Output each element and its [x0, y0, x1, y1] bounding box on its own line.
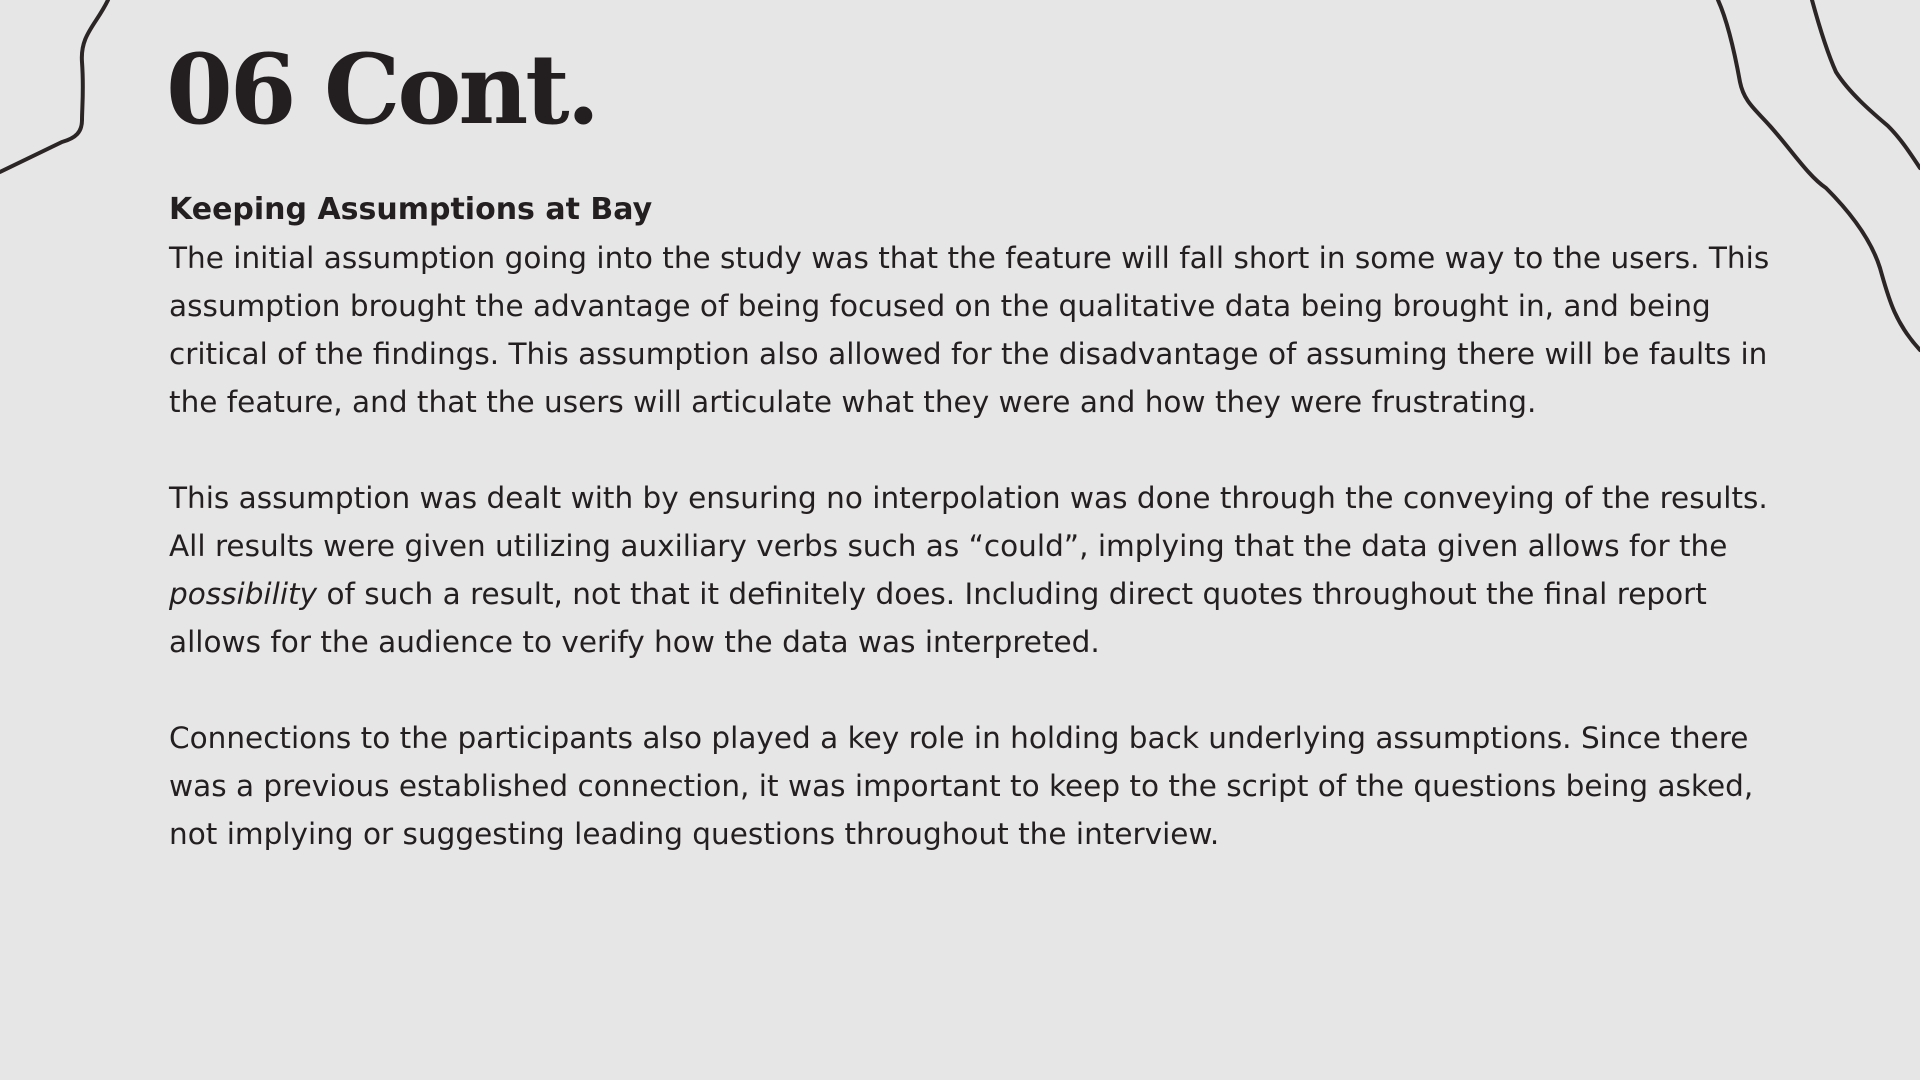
- slide-title: 06 Cont.: [166, 33, 598, 146]
- paragraph-participant-connections: Connections to the participants also played a key role in holding back underlying assumptions. Since there was a previous established connection, it was important to keep to the script of the questions being asked, not implying or suggesting leading questions throughout the interview.: [169, 721, 1754, 851]
- top-left-curve: [0, 0, 108, 172]
- paragraph-dealing-with-assumption: [169, 474, 1789, 666]
- emphasized-word: possibility: [169, 577, 318, 611]
- section-heading: Keeping Assumptions at Bay: [169, 192, 653, 227]
- top-right-curve-outer: [1812, 0, 1920, 168]
- paragraph-initial-assumption: The initial assumption going into the study was that the feature will fall short in some way to the users. This assumption brought the advantage of being focused on the qualitative data being brought in, and being critical of the findings. This assumption also allowed for the disadvantage of assuming there will be faults in the feature, and that the users will articulate what they were and how they were frustrating.: [169, 241, 1770, 419]
- slide-body: [169, 186, 1789, 858]
- paragraph-2-text-end: of such a result, not that it definitely does. Including direct quotes throughout the final report allows for the audience to verify how the data was interpreted.: [169, 577, 1707, 659]
- paragraph-2-text-start: This assumption was dealt with by ensuring no interpolation was done through the conveying of the results. All results were given utilizing auxiliary verbs such as “could”, implying that the data given allows for the: [169, 481, 1768, 563]
